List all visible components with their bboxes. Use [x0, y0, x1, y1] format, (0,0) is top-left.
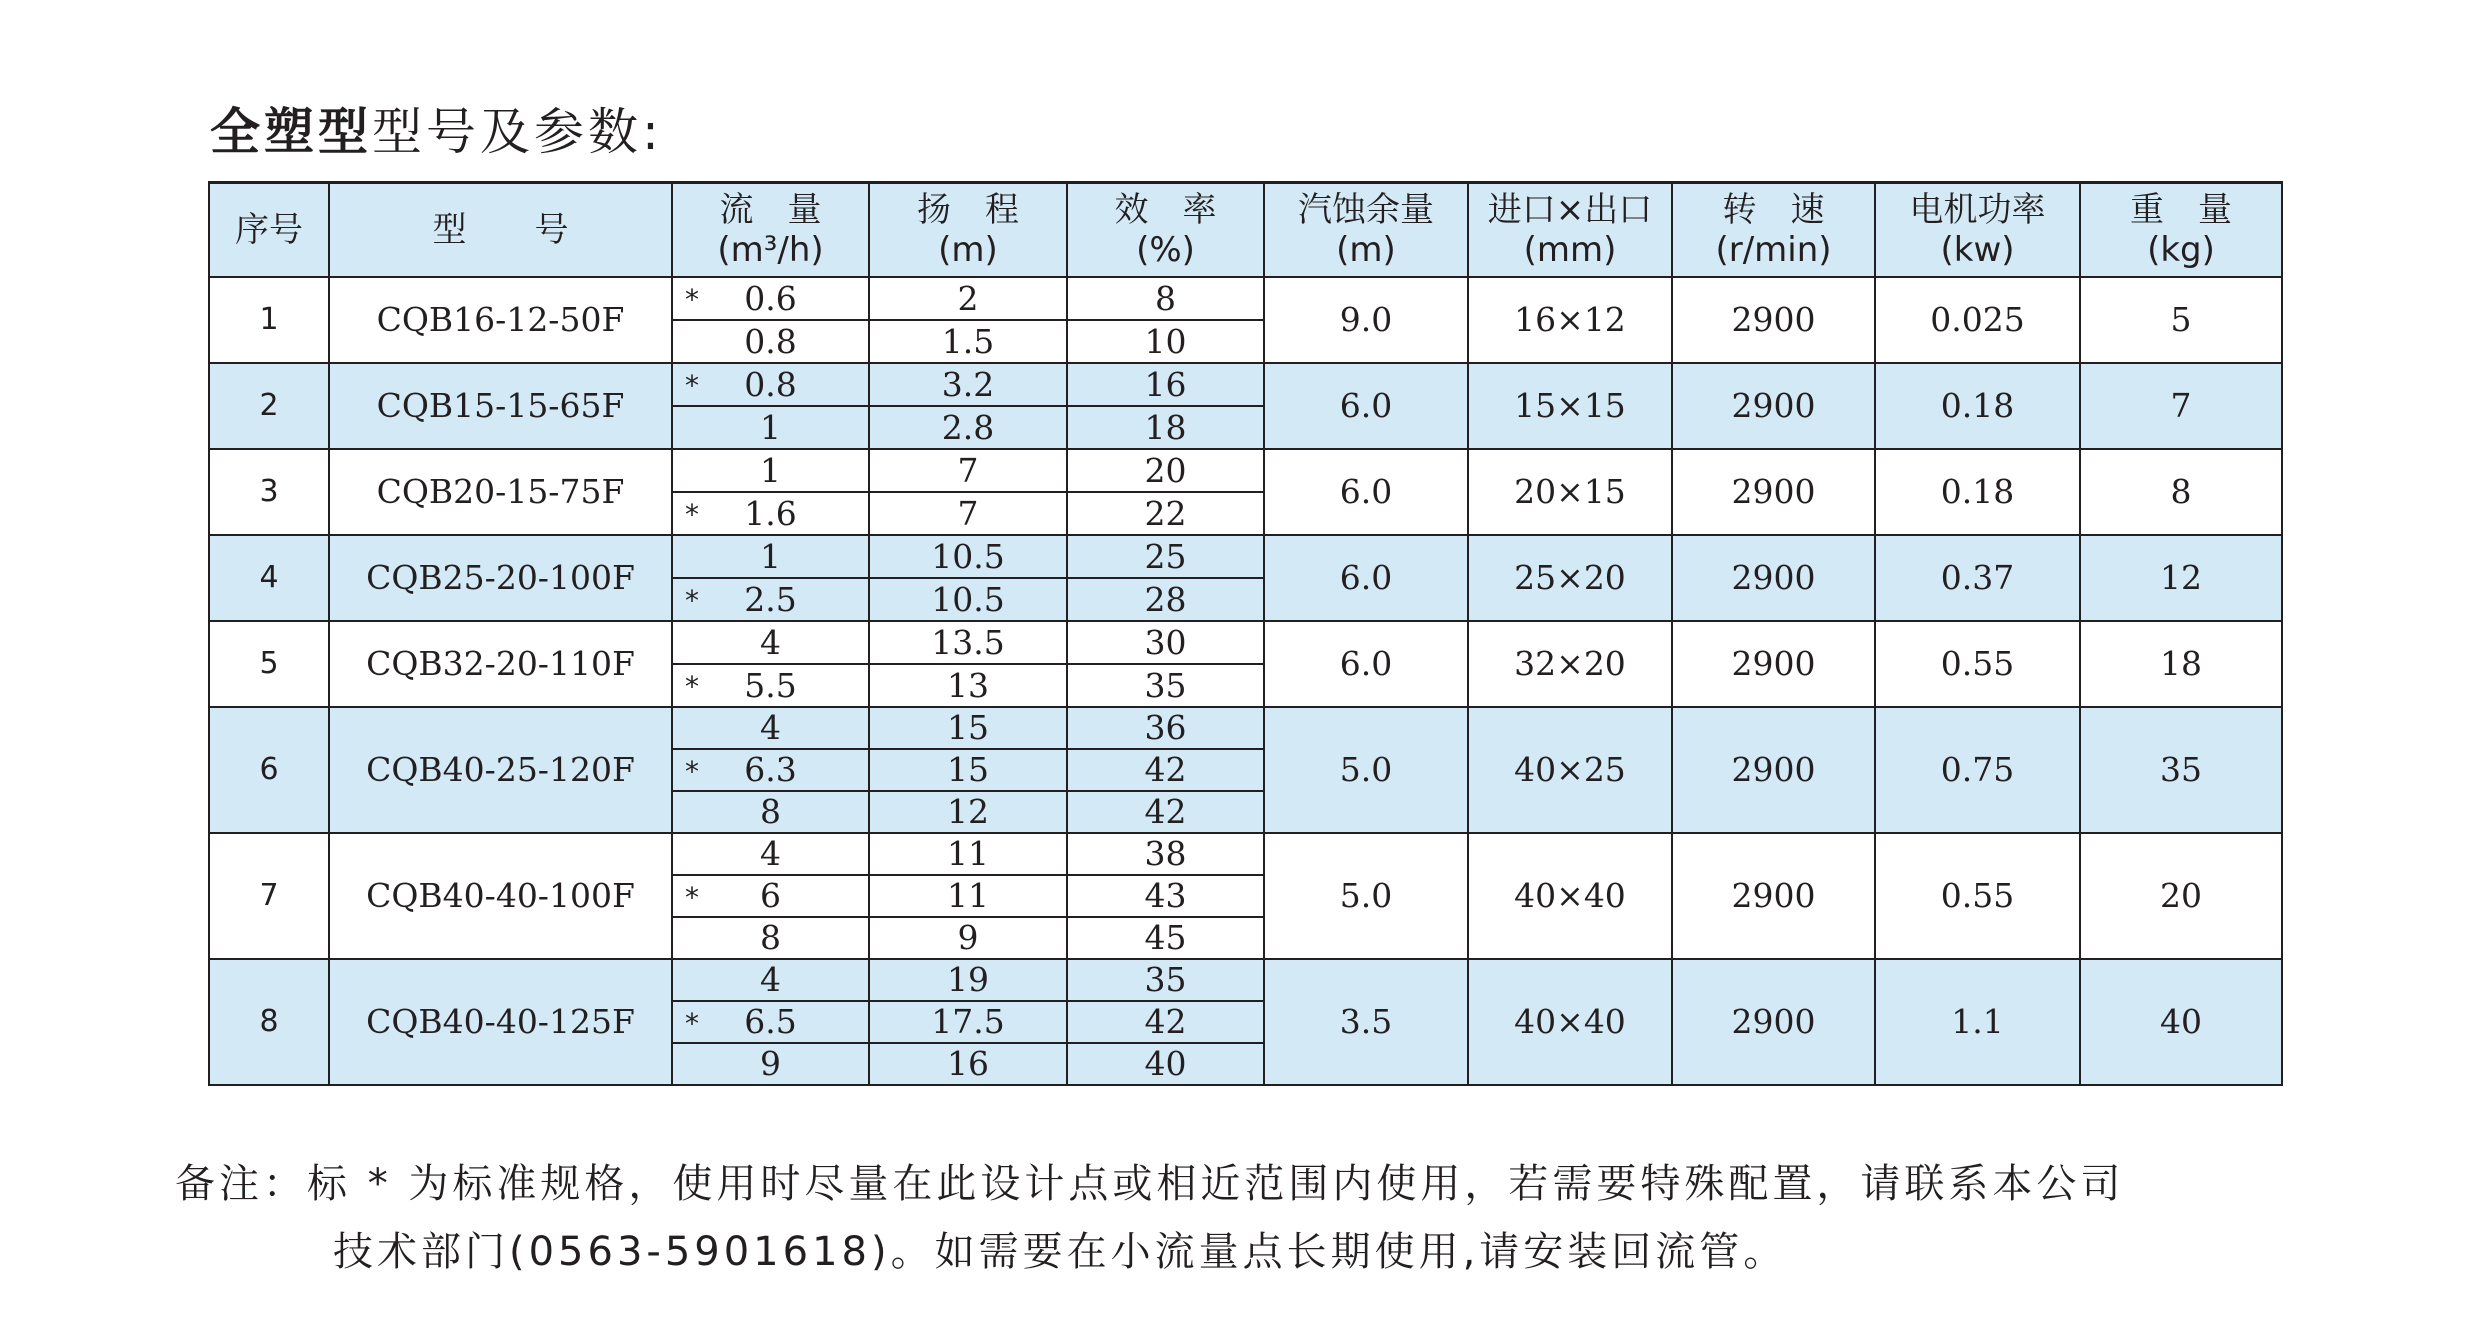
cell-speed: 2900	[1672, 535, 1875, 621]
cell-efficiency: 10	[1067, 320, 1264, 363]
table-body	[209, 277, 2282, 1085]
flow-value: 6	[760, 876, 781, 915]
cell-flow	[672, 535, 869, 578]
cell-efficiency: 18	[1067, 406, 1264, 449]
header-npsh: 汽蚀余量 (m)	[1264, 183, 1468, 277]
remark-note	[175, 1150, 2124, 1286]
cell-head: 16	[869, 1043, 1067, 1085]
header-flow: 流 量 (m³/h)	[672, 183, 869, 277]
flow-value: 4	[760, 960, 781, 999]
cell-head: 2.8	[869, 406, 1067, 449]
cell-model: CQB40-40-100F	[329, 833, 672, 959]
cell-model: CQB15-15-65F	[329, 363, 672, 449]
cell-head: 13.5	[869, 621, 1067, 664]
standard-spec-mark: *	[685, 369, 699, 403]
cell-efficiency: 35	[1067, 664, 1264, 707]
cell-flow	[672, 749, 869, 791]
flow-value: 0.8	[744, 364, 797, 404]
table-row	[209, 535, 2282, 578]
cell-flow	[672, 277, 869, 320]
cell-model: CQB32-20-110F	[329, 621, 672, 707]
cell-npsh: 6.0	[1264, 621, 1468, 707]
header-speed: 转 速 (r/min)	[1672, 183, 1875, 277]
flow-value: 1.6	[744, 493, 797, 533]
cell-efficiency: 30	[1067, 621, 1264, 664]
cell-efficiency: 20	[1067, 449, 1264, 492]
flow-value: 9	[760, 1044, 781, 1083]
cell-npsh: 5.0	[1264, 833, 1468, 959]
header-seq: 序号	[209, 183, 329, 277]
cell-power: 0.18	[1875, 363, 2080, 449]
standard-spec-mark: *	[685, 880, 699, 914]
cell-head: 12	[869, 791, 1067, 833]
table-row	[209, 833, 2282, 875]
flow-value: 4	[760, 622, 781, 662]
cell-speed: 2900	[1672, 621, 1875, 707]
cell-head: 15	[869, 707, 1067, 749]
cell-weight: 40	[2080, 959, 2282, 1085]
header-power: 电机功率 (kw)	[1875, 183, 2080, 277]
cell-efficiency: 38	[1067, 833, 1264, 875]
cell-flow	[672, 791, 869, 833]
cell-npsh: 9.0	[1264, 277, 1468, 363]
cell-flow	[672, 578, 869, 621]
table-row	[209, 621, 2282, 664]
cell-head: 10.5	[869, 535, 1067, 578]
cell-weight: 7	[2080, 363, 2282, 449]
cell-efficiency: 22	[1067, 492, 1264, 535]
cell-seq: 1	[209, 277, 329, 363]
standard-spec-mark: *	[685, 498, 699, 532]
header-port: 进口×出口 (mm)	[1468, 183, 1672, 277]
cell-efficiency: 36	[1067, 707, 1264, 749]
cell-flow	[672, 959, 869, 1001]
cell-port: 40×40	[1468, 959, 1672, 1085]
cell-head: 17.5	[869, 1001, 1067, 1043]
cell-efficiency: 16	[1067, 363, 1264, 406]
flow-value: 6.3	[744, 750, 797, 789]
cell-power: 0.55	[1875, 621, 2080, 707]
cell-seq: 3	[209, 449, 329, 535]
cell-speed: 2900	[1672, 833, 1875, 959]
flow-value: 5.5	[744, 665, 797, 705]
cell-efficiency: 35	[1067, 959, 1264, 1001]
remark-line-2: 技术部门(0563-5901618)。如需要在小流量点长期使用,请安装回流管。	[333, 1229, 1788, 1275]
cell-flow	[672, 875, 869, 917]
cell-power: 1.1	[1875, 959, 2080, 1085]
cell-speed: 2900	[1672, 449, 1875, 535]
standard-spec-mark: *	[685, 670, 699, 704]
cell-npsh: 3.5	[1264, 959, 1468, 1085]
cell-head: 1.5	[869, 320, 1067, 363]
cell-head: 10.5	[869, 578, 1067, 621]
cell-head: 9	[869, 917, 1067, 959]
title-bold-part: 全塑型	[210, 103, 372, 161]
cell-head: 7	[869, 492, 1067, 535]
flow-value: 1	[760, 536, 781, 576]
flow-value: 1	[760, 450, 781, 490]
cell-head: 11	[869, 833, 1067, 875]
cell-port: 15×15	[1468, 363, 1672, 449]
cell-power: 0.37	[1875, 535, 2080, 621]
flow-value: 4	[760, 708, 781, 747]
cell-port: 25×20	[1468, 535, 1672, 621]
cell-efficiency: 28	[1067, 578, 1264, 621]
cell-flow	[672, 406, 869, 449]
cell-npsh: 5.0	[1264, 707, 1468, 833]
cell-port: 16×12	[1468, 277, 1672, 363]
cell-port: 40×40	[1468, 833, 1672, 959]
cell-seq: 7	[209, 833, 329, 959]
cell-speed: 2900	[1672, 707, 1875, 833]
flow-value: 8	[760, 792, 781, 831]
cell-npsh: 6.0	[1264, 363, 1468, 449]
cell-seq: 2	[209, 363, 329, 449]
cell-flow	[672, 833, 869, 875]
cell-head: 15	[869, 749, 1067, 791]
flow-value: 0.8	[744, 321, 797, 361]
cell-weight: 5	[2080, 277, 2282, 363]
cell-efficiency: 42	[1067, 791, 1264, 833]
cell-port: 20×15	[1468, 449, 1672, 535]
cell-port: 40×25	[1468, 707, 1672, 833]
flow-value: 8	[760, 918, 781, 957]
cell-speed: 2900	[1672, 277, 1875, 363]
cell-model: CQB16-12-50F	[329, 277, 672, 363]
cell-seq: 6	[209, 707, 329, 833]
cell-flow	[672, 492, 869, 535]
table-row	[209, 959, 2282, 1001]
cell-flow	[672, 1043, 869, 1085]
cell-flow	[672, 1001, 869, 1043]
cell-flow	[672, 917, 869, 959]
cell-power: 0.18	[1875, 449, 2080, 535]
cell-head: 2	[869, 277, 1067, 320]
page-title	[210, 92, 663, 164]
flow-value: 2.5	[744, 579, 797, 619]
cell-head: 7	[869, 449, 1067, 492]
pump-spec-table	[208, 181, 2283, 1086]
cell-model: CQB25-20-100F	[329, 535, 672, 621]
cell-efficiency: 42	[1067, 1001, 1264, 1043]
cell-flow	[672, 449, 869, 492]
table-header-row	[209, 183, 2282, 277]
header-head: 扬 程 (m)	[869, 183, 1067, 277]
cell-seq: 5	[209, 621, 329, 707]
standard-spec-mark: *	[685, 754, 699, 788]
flow-value: 0.6	[744, 278, 797, 318]
cell-speed: 2900	[1672, 959, 1875, 1085]
standard-spec-mark: *	[685, 584, 699, 618]
header-weight: 重 量 (kg)	[2080, 183, 2282, 277]
cell-weight: 20	[2080, 833, 2282, 959]
cell-seq: 8	[209, 959, 329, 1085]
flow-value: 6.5	[744, 1002, 797, 1041]
standard-spec-mark: *	[685, 1006, 699, 1040]
cell-weight: 8	[2080, 449, 2282, 535]
remark-line-1: 备注：标 * 为标准规格，使用时尽量在此设计点或相近范围内使用，若需要特殊配置，请联系本公司	[175, 1161, 2125, 1207]
standard-spec-mark: *	[685, 283, 699, 317]
cell-head: 19	[869, 959, 1067, 1001]
cell-port: 32×20	[1468, 621, 1672, 707]
cell-flow	[672, 707, 869, 749]
header-efficiency: 效 率 (%)	[1067, 183, 1264, 277]
cell-flow	[672, 621, 869, 664]
table-row	[209, 707, 2282, 749]
cell-weight: 18	[2080, 621, 2282, 707]
cell-npsh: 6.0	[1264, 449, 1468, 535]
cell-efficiency: 40	[1067, 1043, 1264, 1085]
cell-weight: 12	[2080, 535, 2282, 621]
cell-model: CQB40-25-120F	[329, 707, 672, 833]
cell-efficiency: 42	[1067, 749, 1264, 791]
cell-seq: 4	[209, 535, 329, 621]
cell-flow	[672, 664, 869, 707]
cell-efficiency: 43	[1067, 875, 1264, 917]
cell-model: CQB20-15-75F	[329, 449, 672, 535]
cell-power: 0.025	[1875, 277, 2080, 363]
header-model: 型 号	[329, 183, 672, 277]
cell-weight: 35	[2080, 707, 2282, 833]
cell-head: 3.2	[869, 363, 1067, 406]
title-rest: 型号及参数:	[372, 103, 663, 161]
cell-flow	[672, 320, 869, 363]
table-row	[209, 363, 2282, 406]
cell-npsh: 6.0	[1264, 535, 1468, 621]
cell-head: 13	[869, 664, 1067, 707]
table-row	[209, 277, 2282, 320]
cell-speed: 2900	[1672, 363, 1875, 449]
table-row	[209, 449, 2282, 492]
cell-power: 0.55	[1875, 833, 2080, 959]
cell-flow	[672, 363, 869, 406]
cell-efficiency: 45	[1067, 917, 1264, 959]
cell-efficiency: 25	[1067, 535, 1264, 578]
cell-efficiency: 8	[1067, 277, 1264, 320]
cell-head: 11	[869, 875, 1067, 917]
cell-model: CQB40-40-125F	[329, 959, 672, 1085]
cell-power: 0.75	[1875, 707, 2080, 833]
flow-value: 4	[760, 834, 781, 873]
flow-value: 1	[760, 407, 781, 447]
